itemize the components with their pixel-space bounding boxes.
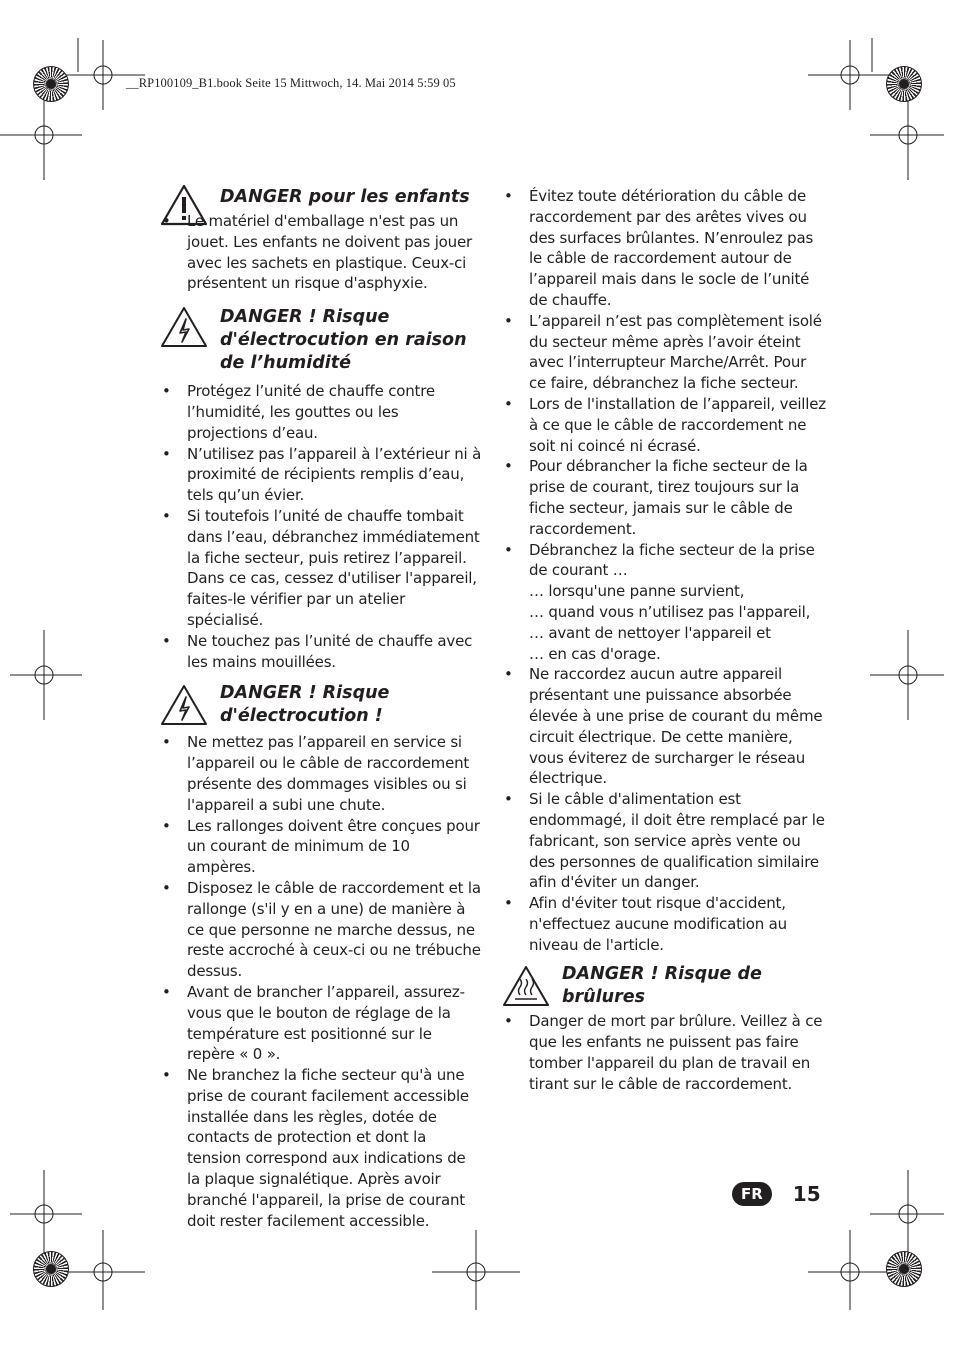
warning-electric-icon — [160, 684, 208, 726]
section-list — [160, 381, 482, 672]
list-item: • Le matériel d'emballage n'est pas un jouet. Les enfants ne doivent pas jouer avec les sachets en plastique. Ceux-ci présentent un risque d'asphyxie. — [160, 211, 482, 294]
section-heading-burns — [502, 963, 826, 1009]
section-title: DANGER ! Risque d'électrocution en raison de l’humidité — [220, 307, 467, 374]
list-item: • Les rallonges doivent être conçues pour un courant de minimum de 10 ampères. — [160, 816, 482, 878]
list-item: • Pour débrancher la fiche secteur de la prise de courant, tirez toujours sur la fiche secteur, jamais sur le câble de raccordement. — [502, 456, 826, 539]
language-badge: FR — [732, 1182, 772, 1206]
section-list — [160, 211, 482, 294]
unplug-case: … avant de nettoyer l'appareil et — [529, 623, 771, 642]
list-item: • N’utilisez pas l’appareil à l’extérieur ni à proximité de récipients remplis d’eau, tels qu’un évier. — [160, 444, 482, 506]
section-list — [160, 732, 482, 1231]
registration-rosette-icon — [33, 1251, 69, 1287]
section-list — [502, 186, 826, 955]
list-item: • Ne branchez la fiche secteur qu'à une prise de courant facilement accessible installée dans les règles, dotée de contacts de protection et dont la tension correspond aux indications de la plaque signalétique. Après avoir branché l'appareil, la prise de courant doit rester facilement accessible. — [160, 1065, 482, 1231]
list-item: • Avant de brancher l’appareil, assurez-vous que le bouton de réglage de la température est positionné sur le repère « 0 ». — [160, 982, 482, 1065]
list-item: • Disposez le câble de raccordement et la rallonge (s'il y en a une) de manière à ce que personne ne marche dessus, ne reste accroché à ceux-ci ou ne trébuche dessus. — [160, 878, 482, 982]
registration-rosette-icon — [886, 1251, 922, 1287]
section-title: DANGER ! Risque d'électrocution ! — [220, 683, 390, 727]
section-heading-humidity — [160, 306, 482, 375]
section-list — [502, 1011, 826, 1094]
page-number: 15 — [792, 1182, 821, 1206]
unplug-intro: • Débranchez la fiche secteur de la prise de courant … — [529, 540, 815, 580]
unplug-case: … en cas d'orage. — [529, 644, 661, 663]
section-heading-children — [160, 186, 482, 209]
list-item: • Ne touchez pas l’unité de chauffe avec les mains mouillées. — [160, 631, 482, 673]
unplug-case: … quand vous n’utilisez pas l'appareil, — [529, 602, 811, 621]
list-item: • Ne mettez pas l’appareil en service si l’appareil ou le câble de raccordement présente des dommages visibles ou si l'appareil a subi une chute. — [160, 732, 482, 815]
warning-electric-icon — [160, 306, 208, 348]
list-item: • Protégez l’unité de chauffe contre l’humidité, les gouttes ou les projections d’eau. — [160, 381, 482, 443]
list-item: • Si toutefois l’unité de chauffe tombait dans l’eau, débranchez immédiatement la fiche secteur, puis retirez l’appareil. Dans ce cas, cessez d'utiliser l'appareil, faites-le vérifier par un atelier spécialisé. — [160, 506, 482, 631]
list-item: • Si le câble d'alimentation est endommagé, il doit être remplacé par le fabricant, son service après vente ou des personnes de qualification similaire afin d'éviter un danger. — [502, 789, 826, 893]
list-item: • Lors de l'installation de l’appareil, veillez à ce que le câble de raccordement ne soit ni coincé ni écrasé. — [502, 394, 826, 456]
right-column — [502, 186, 826, 1095]
list-item-unplug — [502, 540, 826, 665]
section-title: DANGER ! Risque de brûlures — [562, 964, 762, 1008]
section-heading-electrocution — [160, 682, 482, 728]
registration-rosette-icon — [33, 66, 69, 102]
page-footer — [732, 1182, 821, 1206]
list-item: • Danger de mort par brûlure. Veillez à ce que les enfants ne puissent pas faire tomber l'appareil du plan de travail en tirant sur le câble de raccordement. — [502, 1011, 826, 1094]
print-header: __RP100109_B1.book Seite 15 Mittwoch, 14. Mai 2014 5:59 05 — [126, 76, 456, 90]
warning-hot-surface-icon — [502, 965, 550, 1007]
list-item: • Ne raccordez aucun autre appareil présentant une puissance absorbée élevée à une prise de courant du même circuit électrique. De cette manière, vous éviterez de surcharger le réseau électrique. — [502, 664, 826, 789]
left-column — [160, 186, 482, 1231]
unplug-case: … lorsqu'une panne survient, — [529, 582, 745, 601]
list-item: • Afin d'éviter tout risque d'accident, n'effectuez aucune modification au niveau de l'article. — [502, 893, 826, 955]
list-item: • L’appareil n’est pas complètement isolé du secteur même après l’avoir éteint avec l’interrupteur Marche/Arrêt. Pour ce faire, débranchez la fiche secteur. — [502, 311, 826, 394]
registration-rosette-icon — [886, 66, 922, 102]
section-title: DANGER pour les enfants — [220, 187, 470, 207]
list-item: • Évitez toute détérioration du câble de raccordement par des arêtes vives ou des surfaces brûlantes. N’enroulez pas le câble de raccordement autour de l’appareil mais dans le socle de l’unité de chauffe. — [502, 186, 826, 311]
